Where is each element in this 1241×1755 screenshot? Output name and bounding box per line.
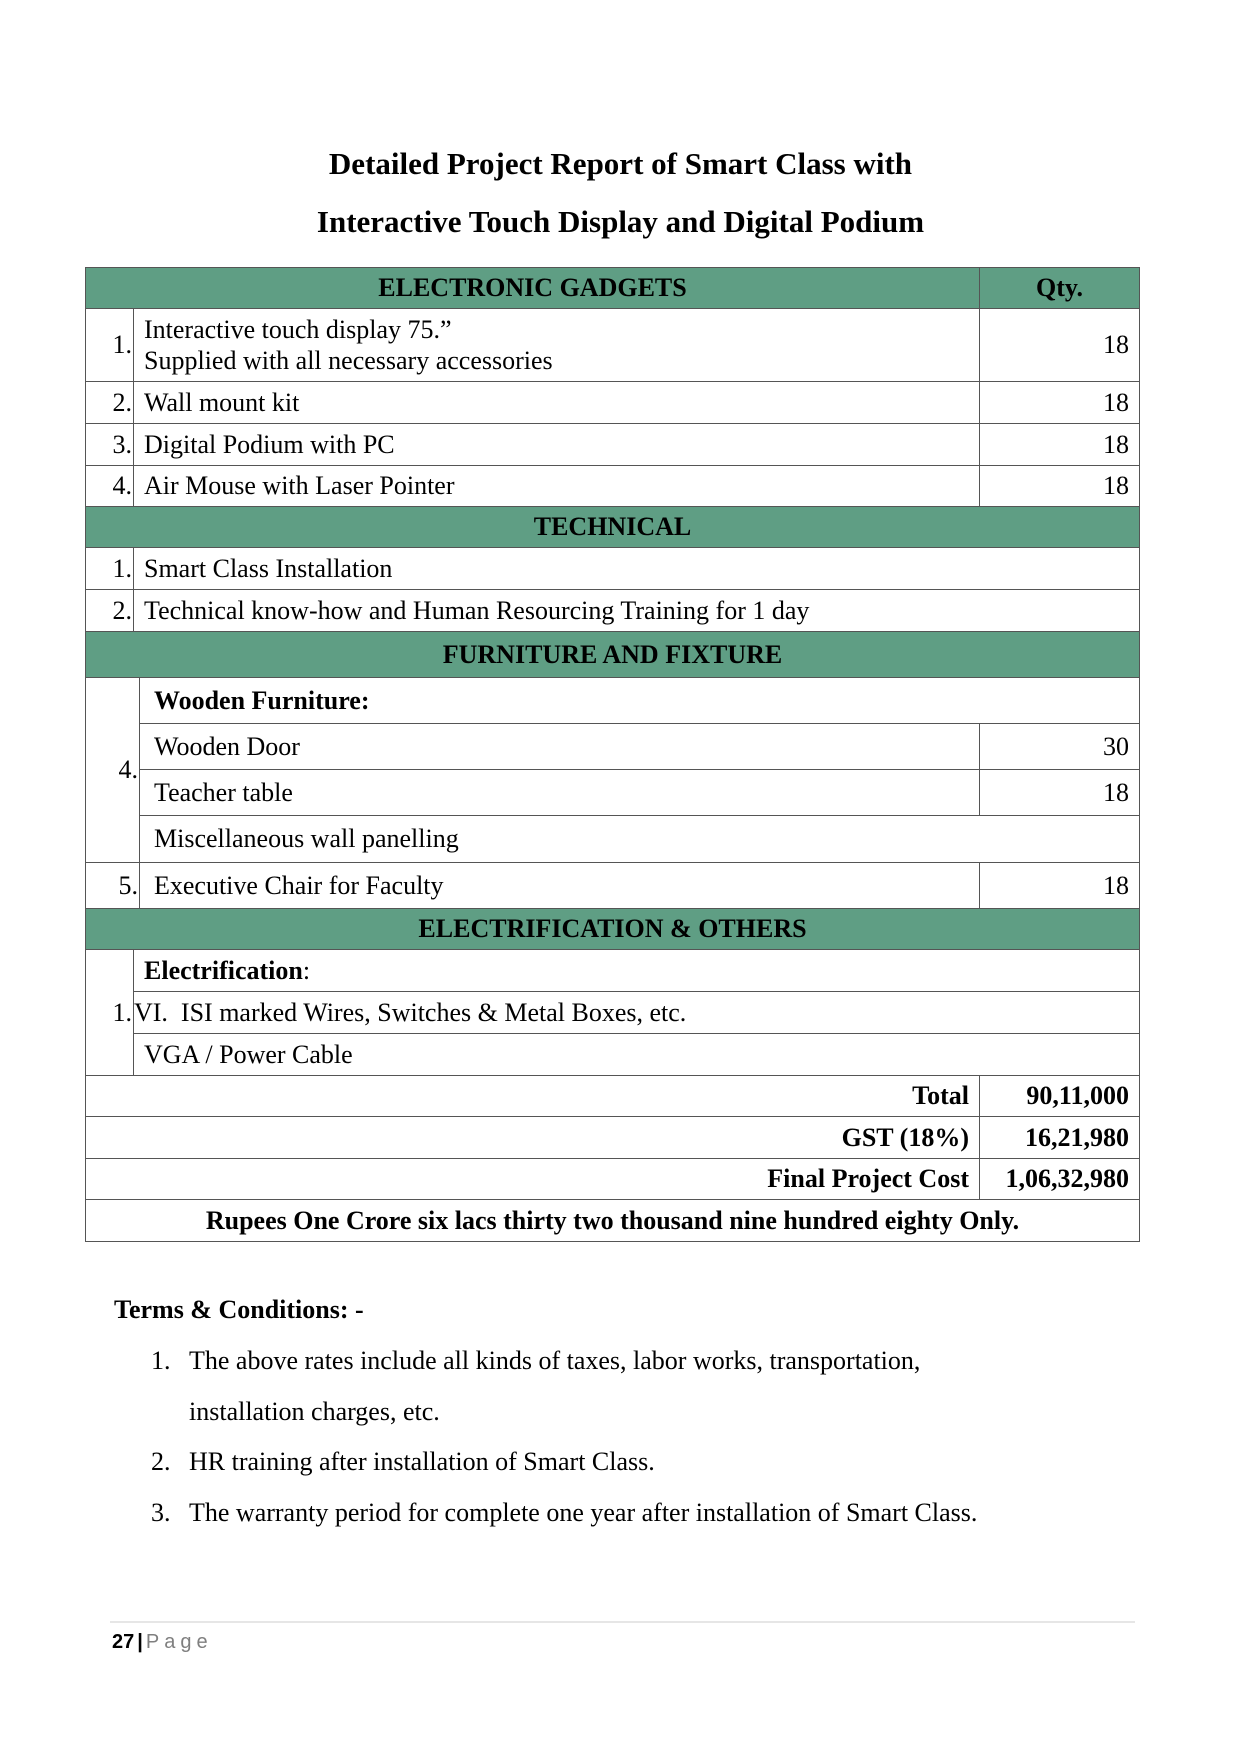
- term-number: 2.: [151, 1447, 171, 1476]
- item-description: VGA / Power Cable: [133, 1033, 1140, 1076]
- item-number-text: 4.: [112, 471, 132, 501]
- item-number: [85, 862, 140, 909]
- item-description: Air Mouse with Laser Pointer: [133, 465, 980, 507]
- item-description: [133, 308, 980, 382]
- item-qty: 18: [979, 769, 1140, 816]
- item-description: Smart Class Installation: [133, 547, 1140, 590]
- section-header-technical: TECHNICAL: [85, 506, 1140, 548]
- item-qty: 18: [979, 423, 1140, 466]
- item-qty: 18: [979, 862, 1140, 909]
- group-title-text: Electrification: [144, 955, 303, 985]
- section-header-furniture-and-fixture: FURNITURE AND FIXTURE: [85, 631, 1140, 678]
- footer-divider: [110, 1621, 1135, 1623]
- page-footer: [112, 1631, 213, 1654]
- item-number: [85, 423, 134, 466]
- item-number: [85, 949, 134, 1076]
- item-number-text: 2.: [112, 595, 132, 625]
- item-number: [85, 308, 134, 382]
- item-description-line-1: Interactive touch display 75.”: [144, 314, 452, 344]
- item-number-text: 2.: [112, 387, 132, 417]
- item-description: Digital Podium with PC: [133, 423, 980, 466]
- qty-column-header: Qty.: [979, 267, 1140, 309]
- amount-in-words: Rupees One Crore six lacs thirty two thousand nine hundred eighty Only.: [85, 1199, 1140, 1242]
- term-text-continued: installation charges, etc.: [189, 1397, 440, 1426]
- group-title-colon: :: [302, 955, 311, 985]
- item-number-text: 5.: [118, 870, 138, 900]
- term-number: 1.: [151, 1346, 171, 1375]
- item-description-line-2: Supplied with all necessary accessories: [144, 346, 553, 375]
- item-number: [85, 381, 134, 424]
- section-header-electronic-gadgets: ELECTRONIC GADGETS: [85, 267, 980, 309]
- report-title-line-1: Detailed Project Report of Smart Class with: [328, 146, 913, 181]
- page-number: 27: [112, 1631, 135, 1653]
- item-number: [85, 589, 134, 632]
- item-qty: 30: [979, 723, 1140, 770]
- item-number-text: 3.: [112, 429, 132, 459]
- item-description: VI. ISI marked Wires, Switches & Metal Boxes, etc.: [133, 991, 1140, 1034]
- report-title-line-2: Interactive Touch Display and Digital Podium: [316, 204, 925, 239]
- term-text: The above rates include all kinds of taxes, labor works, transportation,: [189, 1346, 921, 1375]
- item-number-text: 1.: [112, 553, 132, 583]
- item-qty: 18: [979, 465, 1140, 507]
- item-number-text: 1.: [112, 997, 132, 1027]
- item-description: Teacher table: [139, 769, 980, 816]
- gst-label: GST (18%): [85, 1116, 980, 1159]
- term-text: The warranty period for complete one year after installation of Smart Class.: [189, 1498, 978, 1527]
- footer-separator: |: [137, 1631, 143, 1653]
- term-text: HR training after installation of Smart Class.: [189, 1447, 655, 1476]
- group-title: [133, 949, 1140, 992]
- item-description: Executive Chair for Faculty: [139, 862, 980, 909]
- item-description: Technical know-how and Human Resourcing Training for 1 day: [133, 589, 1140, 632]
- item-number: [85, 677, 140, 863]
- item-number-text: 1.: [112, 330, 132, 360]
- item-description: Wooden Door: [139, 723, 980, 770]
- item-number: [85, 547, 134, 590]
- item-number-text: 4.: [118, 755, 138, 785]
- gst-value: 16,21,980: [979, 1116, 1140, 1159]
- term-number: 3.: [151, 1498, 171, 1527]
- final-cost-value: 1,06,32,980: [979, 1158, 1140, 1200]
- final-cost-label: Final Project Cost: [85, 1158, 980, 1200]
- item-description: Wall mount kit: [133, 381, 980, 424]
- group-title: Wooden Furniture:: [139, 677, 1140, 724]
- item-qty: 18: [979, 308, 1140, 382]
- section-header-electrification-and-others: ELECTRIFICATION & OTHERS: [85, 908, 1140, 950]
- total-value: 90,11,000: [979, 1075, 1140, 1117]
- item-number: [85, 465, 134, 507]
- terms-title: Terms & Conditions: -: [114, 1295, 364, 1324]
- total-label: Total: [85, 1075, 980, 1117]
- item-description: Miscellaneous wall panelling: [139, 815, 1140, 863]
- page-label: Page: [145, 1631, 213, 1653]
- item-qty: 18: [979, 381, 1140, 424]
